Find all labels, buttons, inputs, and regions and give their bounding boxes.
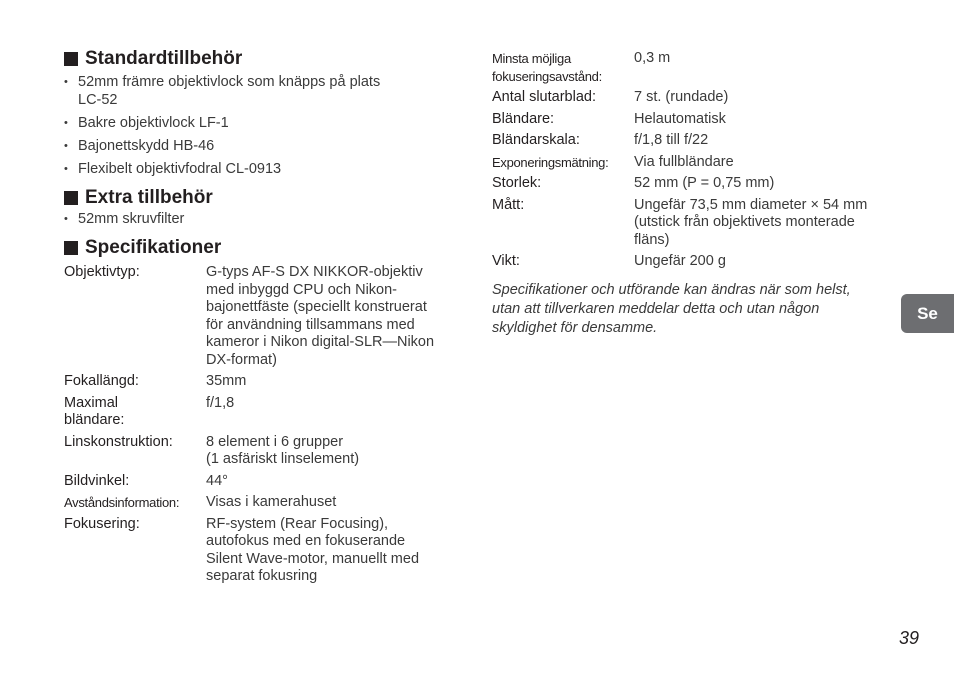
spec-value: RF-system (Rear Focusing), autofokus med en fokuserande Silent Wave-motor, manuellt med separat fokusring	[206, 515, 420, 584]
left-column	[64, 47, 464, 590]
spec-key: Bildvinkel:	[64, 472, 130, 489]
heading-square-icon	[64, 191, 78, 205]
spec-key: Maximal bländare:	[64, 394, 125, 428]
spec-value: 52 mm (P = 0,75 mm)	[634, 175, 775, 191]
extra-accessories-heading: Extra tillbehör	[64, 186, 464, 210]
spec-key: Fokusering:	[64, 515, 140, 532]
spec-value: Helautomatisk	[634, 110, 726, 127]
spec-value: 35mm	[206, 373, 247, 389]
spec-value: Ungefär 200 g	[634, 253, 726, 269]
spec-key: Antal slutarblad:	[492, 89, 596, 105]
spec-key: Vikt:	[492, 253, 520, 269]
spec-key: Linskonstruktion:	[64, 433, 173, 450]
heading-square-icon	[64, 241, 78, 255]
spec-value: 7 st. (rundade)	[634, 89, 729, 105]
extra-accessories-list	[64, 210, 464, 228]
spec-key: Exponeringsmätning:	[492, 154, 609, 170]
spec-table-right	[492, 50, 892, 275]
page-number: 39	[899, 628, 920, 648]
list-item: • 52mm främre objektivlock som knäpps på plats LC-52	[64, 74, 381, 108]
spec-key: Mått:	[492, 196, 525, 213]
bullet-icon: •	[64, 140, 68, 152]
spec-key: Fokallängd:	[64, 373, 139, 389]
specifications-heading: Specifikationer	[64, 236, 464, 260]
standard-accessories-heading: Standardtillbehör	[64, 47, 464, 71]
spec-table-left	[64, 264, 464, 590]
spec-key: Avståndsinformation:	[64, 495, 180, 510]
spec-value: Ungefär 73,5 mm diameter × 54 mm (utstick från objektivets monterade fläns)	[634, 196, 868, 248]
bullet-icon: •	[64, 76, 68, 88]
bullet-icon: •	[64, 163, 68, 175]
spec-key: Bländare:	[492, 110, 555, 127]
spec-key: Objektivtyp:	[64, 264, 140, 280]
disclaimer-note: Specifikationer och utförande kan ändras när som helst, utan att tillverkaren meddelar detta och utan någon skyldighet för densamme.	[492, 281, 851, 336]
spec-value: 8 element i 6 grupper (1 asfäriskt linselement)	[206, 433, 360, 467]
bullet-icon: •	[64, 117, 68, 129]
list-item: • 52mm skruvfilter	[64, 211, 185, 227]
spec-key: Storlek:	[492, 175, 542, 191]
spec-key: Bländarskala:	[492, 132, 580, 148]
spec-value: f/1,8	[206, 394, 235, 411]
spec-key: Minsta möjliga fokuseringsavstånd:	[492, 51, 602, 84]
spec-value: 44°	[206, 472, 228, 489]
spec-value: Visas i kamerahuset	[206, 494, 337, 510]
spec-value: f/1,8 till f/22	[634, 132, 709, 148]
heading-square-icon	[64, 52, 78, 66]
spec-value: 0,3 m	[634, 50, 671, 66]
language-tab: Se	[901, 294, 954, 333]
list-item: • Bajonettskydd HB-46	[64, 138, 215, 154]
bullet-icon: •	[64, 213, 68, 225]
list-item: • Flexibelt objektivfodral CL-0913	[64, 161, 282, 177]
standard-accessories-list	[64, 73, 464, 178]
spec-value: G-typs AF-S DX NIKKOR-objektiv med inbyggd CPU och Nikon- bajonettfäste (speciellt konstruerat för användning tillsammans med kameror i Nikon digital-SLR—Nikon DX-format)	[206, 264, 435, 368]
right-column	[492, 50, 892, 338]
spec-value: Via fullbländare	[634, 153, 734, 170]
list-item: • Bakre objektivlock LF-1	[64, 115, 229, 131]
